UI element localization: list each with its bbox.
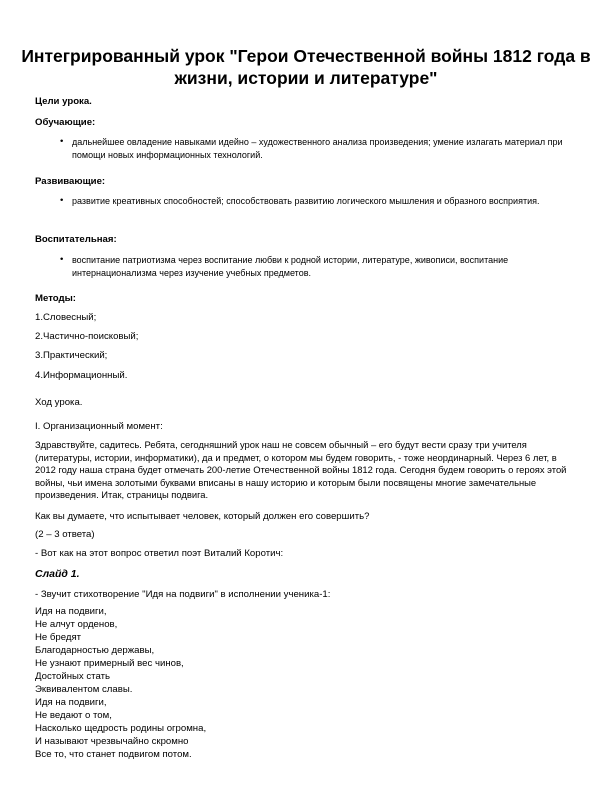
bullet-dot: • — [60, 254, 64, 265]
poem-line: Идя на подвиги, — [35, 606, 107, 617]
poem-line: Благодарностью державы, — [35, 645, 155, 656]
method-item: 2.Частично-поисковый; — [35, 331, 139, 342]
document-title: Интегрированный урок "Герои Отечественной войны 1812 года в жизни, истории и литературе" — [21, 46, 591, 88]
poem-line: Идя на подвиги, — [35, 697, 107, 708]
intro-paragraph: Здравствуйте, садитесь. Ребята, сегодняшний урок наш не совсем обычный – его будут вести сразу три учителя (литературы, истории, информатики), да и предмет, о котором мы будем говорить, - тоже неординарный. Через 6 лет, в 2012 году наша страна будет отмечать 200-летие Отечественной войны 1812 года. Сегодня будем говорить о героях этой войны, чьи имена золотыми буквами вписаны в нашу историю и которым были посвящены многие замечательные произведения. Итак, страницы подвига. — [35, 439, 567, 500]
poem-line: Не бредят — [35, 632, 82, 643]
korotich-line: - Вот как на этот вопрос ответил поэт Виталий Коротич: — [35, 548, 284, 559]
method-item: 1.Словесный; — [35, 312, 97, 323]
method-item: 3.Практический; — [35, 350, 108, 361]
developing-bullet-text: развитие креативных способностей; способствовать развитию логического мышления и образного восприятия. — [72, 196, 540, 206]
educational-bullet-text: воспитание патриотизма через воспитание любви к родной истории, литературе, живописи, воспитание интернационализма через изучение учебных предметов. — [72, 255, 509, 278]
poem-line: И называют чрезвычайно скромно — [35, 736, 189, 747]
poem-line: Не алчут орденов, — [35, 619, 118, 630]
poem-line: Эквивалентом славы. — [35, 684, 133, 695]
poem-line: Достойных стать — [35, 671, 110, 682]
methods-heading: Методы: — [35, 293, 76, 304]
poem-line: Насколько щедрость родины огромна, — [35, 723, 207, 734]
teaching-bullet-text: дальнейшее овладение навыками идейно – художественного анализа произведения; умение излагать материал при помощи новых информационных технологий. — [72, 137, 563, 160]
poem-line: Все то, что станет подвигом потом. — [35, 749, 192, 760]
slide-label: Слайд 1. — [35, 568, 80, 580]
bullet-dot: • — [60, 195, 64, 206]
poem-intro: - Звучит стихотворение "Идя на подвиги" в исполнении ученика-1: — [35, 589, 331, 600]
goals-heading: Цели урока. — [35, 96, 92, 107]
answers-note: (2 – 3 ответа) — [35, 529, 95, 540]
poem-line: Не узнают примерный вес чинов, — [35, 658, 184, 669]
bullet-dot: • — [60, 136, 64, 147]
method-item: 4.Информационный. — [35, 370, 128, 381]
teaching-heading: Обучающие: — [35, 117, 96, 128]
question-text: Как вы думаете, что испытывает человек, который должен его совершить? — [35, 511, 370, 522]
lesson-progress-heading: Ход урока. — [35, 397, 83, 408]
org-moment-heading: I. Организационный момент: — [35, 421, 163, 432]
developing-heading: Развивающие: — [35, 176, 106, 187]
poem-line: Не ведают о том, — [35, 710, 112, 721]
educational-heading: Воспитательная: — [35, 234, 117, 245]
